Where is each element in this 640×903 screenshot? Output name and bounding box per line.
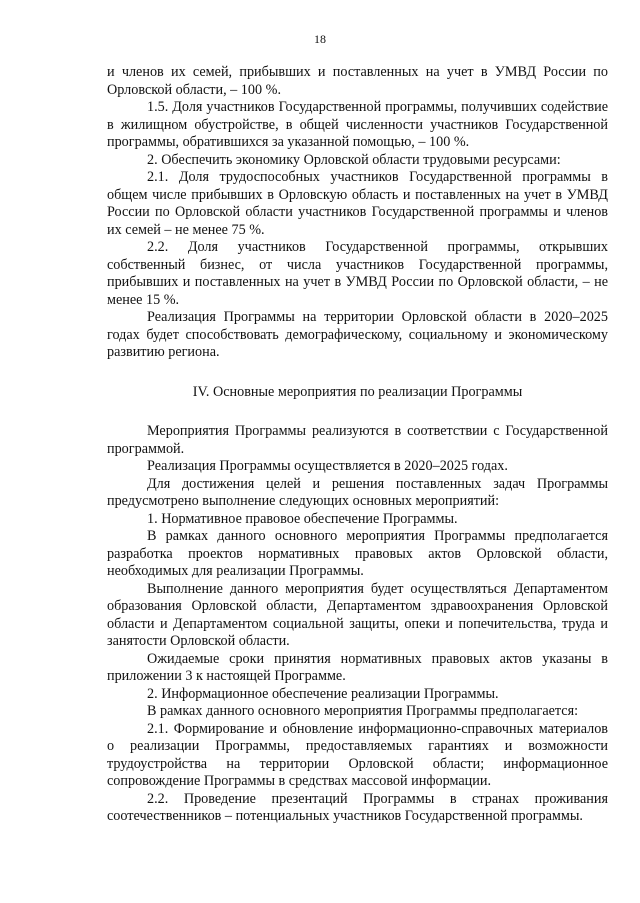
- paragraph: и членов их семей, прибывших и поставленных на учет в УМВД России по Орловской области, – 100 %.: [107, 64, 608, 98]
- paragraph: Ожидаемые сроки принятия нормативных правовых актов указаны в приложении 3 к настоящей Программе.: [107, 650, 608, 684]
- paragraph: Реализация Программы на территории Орловской области в 2020–2025 годах будет способствовать демографическому, социальному и экономическому развитию региона.: [107, 309, 608, 360]
- paragraph: 2.2. Проведение презентаций Программы в странах проживания соотечественников – потенциальных участников Государственной программы.: [107, 790, 608, 824]
- paragraph: В рамках данного основного мероприятия Программы предполагается разработка проектов нормативных правовых актов Орловской области, необходимых для реализации Программы.: [107, 528, 608, 579]
- paragraph: Реализация Программы осуществляется в 2020–2025 годах.: [147, 458, 508, 474]
- paragraph: Для достижения целей и решения поставленных задач Программы предусмотрено выполнение следующих основных мероприятий:: [107, 475, 608, 509]
- document-body: [107, 64, 608, 826]
- paragraph: 2. Обеспечить экономику Орловской области трудовыми ресурсами:: [147, 151, 561, 168]
- page-number: 18: [314, 32, 326, 46]
- paragraph: 2.1. Доля трудоспособных участников Государственной программы в общем числе прибывших в Орловскую область и поставленных на учет в УМВД России по Орловской области участников Государственной программы и членов их семей – не менее 75 %.: [107, 169, 608, 238]
- paragraph: 1.5. Доля участников Государственной программы, получивших содействие в жилищном обустройстве, в общей численности участников Государственной программы, обратившихся за указанной помощью, – 100 %.: [107, 99, 608, 150]
- paragraph: 1. Нормативное правовое обеспечение Программы.: [147, 510, 458, 527]
- paragraph: Мероприятия Программы реализуются в соответствии с Государственной программой.: [107, 423, 608, 457]
- paragraph: Выполнение данного мероприятия будет осуществляться Департаментом образования Орловской области, Департаментом здравоохранения Орловской области и Департаментом социальной защиты, опеки и попечительства, труда и занятости Орловской области.: [107, 580, 608, 649]
- paragraph: 2. Информационное обеспечение реализации Программы.: [147, 685, 499, 702]
- paragraph: 2.2. Доля участников Государственной программы, открывших собственный бизнес, от числа участников Государственной программы, прибывших и поставленных на учет в УМВД России по Орловской области, – не менее 15 %.: [107, 239, 608, 308]
- paragraph: В рамках данного основного мероприятия Программы предполагается:: [147, 703, 579, 719]
- section-heading: IV. Основные мероприятия по реализации Программы: [192, 383, 523, 400]
- paragraph: 2.1. Формирование и обновление информационно-справочных материалов о реализации Программы, предоставляемых гарантиях и возможности трудоустройства на территории Орловской области; информационное сопровождение Программы в средствах массовой информации.: [107, 720, 608, 789]
